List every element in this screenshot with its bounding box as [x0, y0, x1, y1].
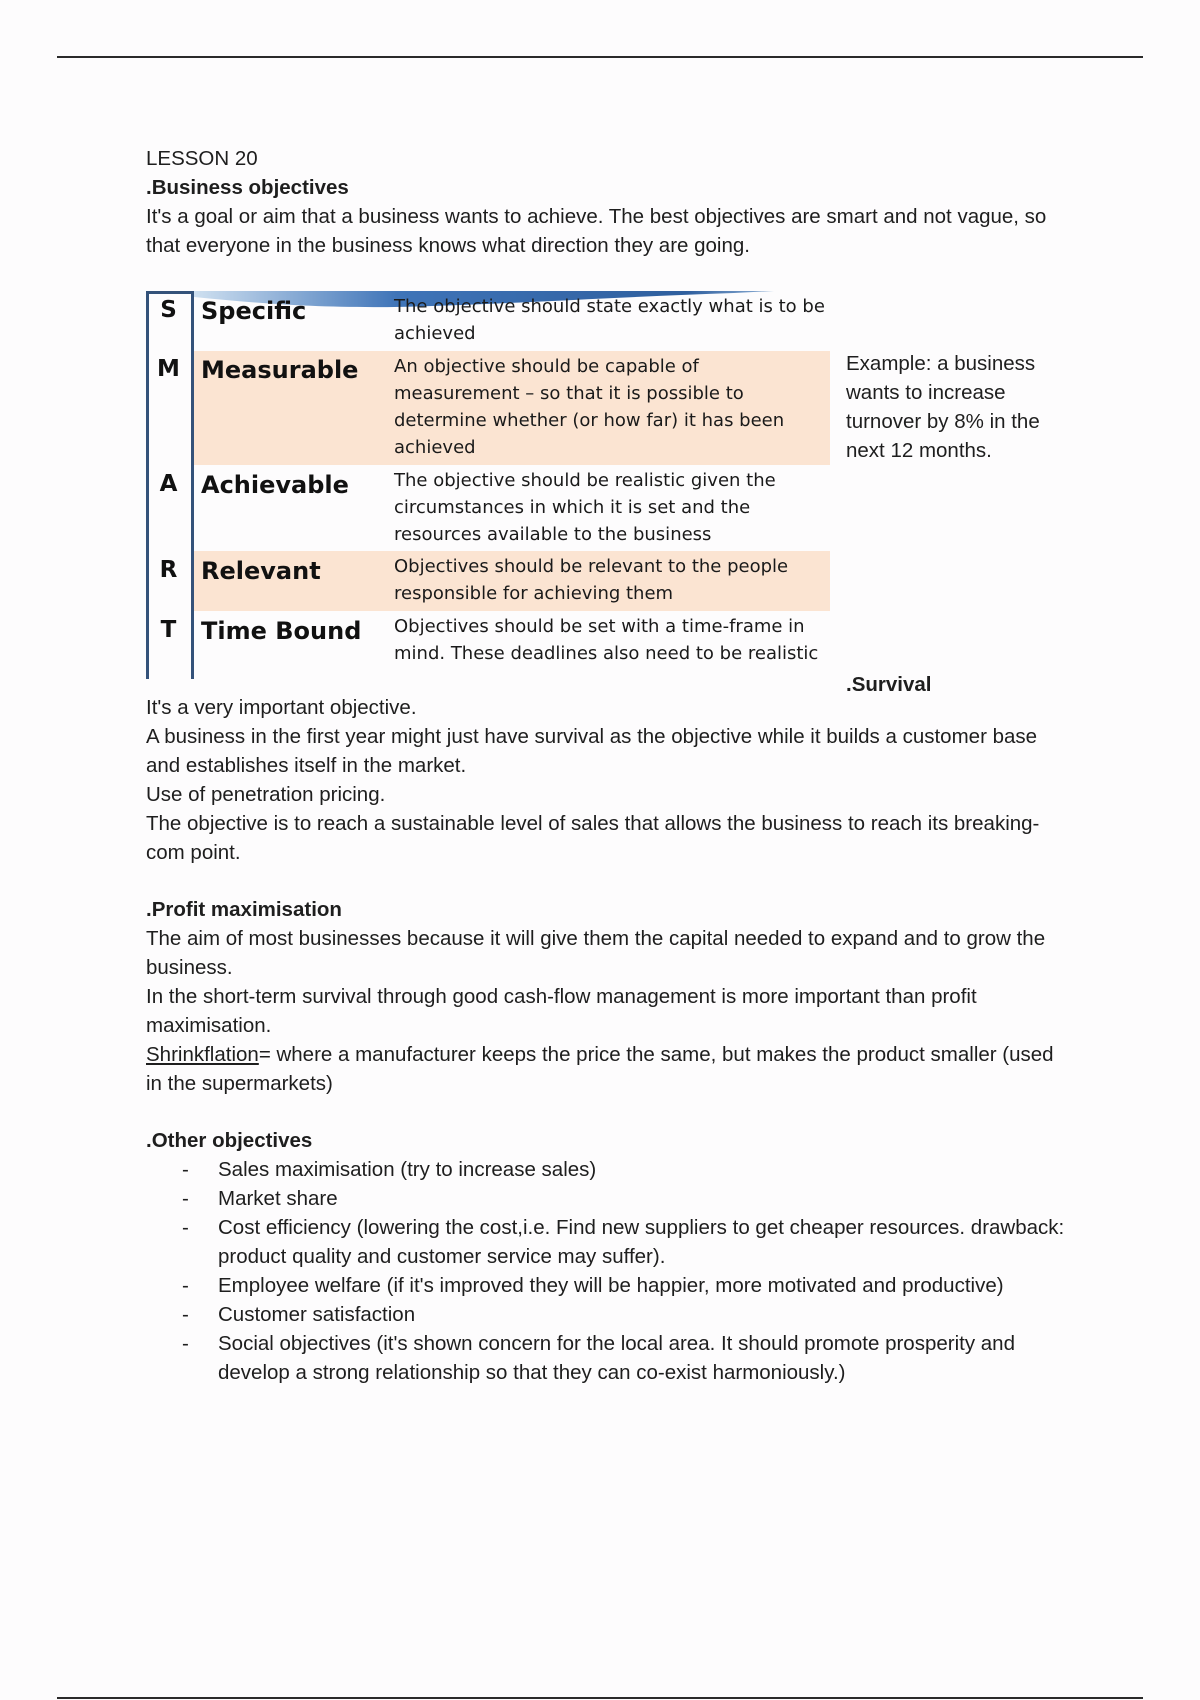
other-objectives-list [146, 1155, 1066, 1387]
bottom-rule [57, 1697, 1143, 1699]
smart-row-r [146, 551, 830, 611]
top-rule [57, 56, 1143, 58]
smart-letter: T [160, 617, 177, 643]
profit-p1: The aim of most businesses because it will give them the capital needed to expand and to grow the business. [146, 927, 1046, 979]
profit-p3 [146, 1040, 1066, 1098]
smart-desc: Objectives should be relevant to the people responsible for achieving them [394, 556, 789, 604]
smart-mid-bar [191, 291, 194, 679]
other-section [146, 1126, 1066, 1387]
list-item: - Sales maximisation (try to increase sales) [146, 1155, 1066, 1184]
smart-word: Achievable [201, 471, 349, 499]
intro-paragraph: It's a goal or aim that a business wants to achieve. The best objectives are smart and not vague, so that everyone in the business knows what direction they are going. [146, 205, 1047, 257]
survival-section [146, 693, 1066, 867]
smart-letter: S [160, 297, 177, 323]
smart-desc: The objective should be realistic given the circumstances in which it is set and the resources available to the business [394, 470, 776, 545]
smart-row-t [146, 611, 830, 671]
smart-left-bar [146, 291, 149, 679]
section-title-business-objectives: .Business objectives [146, 176, 349, 199]
smart-top-cap [146, 291, 194, 294]
smart-row-s [146, 291, 830, 351]
smart-row-m [146, 351, 830, 465]
section-title-other: .Other objectives [146, 1129, 313, 1152]
smart-letter: A [159, 471, 178, 497]
section-title-profit: .Profit maximisation [146, 898, 342, 921]
survival-p3: Use of penetration pricing. [146, 783, 386, 806]
smart-example: Example: a business wants to increase turnover by 8% in the next 12 months. [846, 352, 1040, 462]
list-item: - Employee welfare (if it's improved they will be happier, more motivated and productive) [146, 1271, 1066, 1300]
smart-desc: An objective should be capable of measurement – so that it is possible to determine whether (or how far) it has been achieved [394, 356, 785, 458]
smart-word: Measurable [201, 356, 359, 384]
smart-section [146, 291, 1066, 696]
shrinkflation-definition: = where a manufacturer keeps the price the same, but makes the product smaller (used in the supermarkets) [146, 1043, 1054, 1095]
list-item: - Social objectives (it's shown concern for the local area. It should promote prosperity and develop a strong relationship so that they can co-exist harmoniously.) [146, 1329, 1066, 1387]
list-item: - Cost efficiency (lowering the cost,i.e. Find new suppliers to get cheaper resources. drawback: product quality and customer service may suffer). [146, 1213, 1066, 1271]
smart-word: Time Bound [201, 617, 362, 645]
survival-p4: The objective is to reach a sustainable level of sales that allows the business to reach its breaking-com point. [146, 812, 1040, 864]
list-item: - Customer satisfaction [146, 1300, 1066, 1329]
smart-desc: The objective should state exactly what is to be achieved [394, 296, 825, 344]
smart-desc: Objectives should be set with a time-frame in mind. These deadlines also need to be realistic [394, 616, 819, 664]
smart-row-a [146, 465, 830, 551]
shrinkflation-term: Shrinkflation [146, 1043, 259, 1066]
smart-word: Specific [201, 297, 307, 325]
document-body [146, 144, 1066, 1387]
smart-letter: M [157, 356, 180, 382]
profit-section [146, 895, 1066, 1098]
survival-p1: It's a very important objective. [146, 696, 417, 719]
section-title-survival: .Survival [846, 673, 932, 696]
lesson-label: LESSON 20 [146, 147, 258, 170]
smart-table [146, 291, 830, 671]
smart-letter: R [159, 557, 178, 583]
profit-p2: In the short-term survival through good cash-flow management is more important than profit maximisation. [146, 985, 977, 1037]
list-item: - Market share [146, 1184, 1066, 1213]
smart-word: Relevant [201, 557, 321, 585]
survival-p2: A business in the first year might just have survival as the objective while it builds a customer base and establishes itself in the market. [146, 725, 1038, 777]
